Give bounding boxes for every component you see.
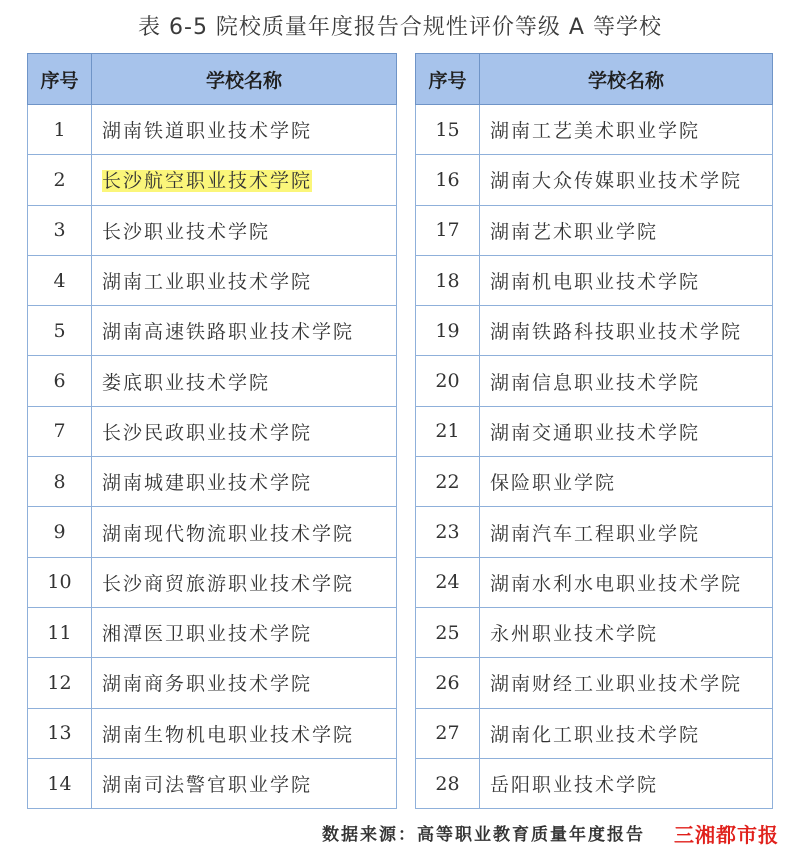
table-row [416, 356, 773, 406]
row-number: 18 [416, 255, 480, 305]
school-name: 娄底职业技术学院 [92, 356, 397, 406]
row-number: 21 [416, 406, 480, 456]
row-number: 10 [28, 557, 92, 607]
school-name: 湖南铁路科技职业技术学院 [480, 306, 773, 356]
table-row [416, 406, 773, 456]
newspaper-logo: 三湘都市报 [674, 823, 779, 847]
table-row [416, 557, 773, 607]
school-name: 湖南信息职业技术学院 [480, 356, 773, 406]
table-row [28, 205, 397, 255]
table-row [28, 155, 397, 205]
row-number: 4 [28, 255, 92, 305]
row-number: 27 [416, 708, 480, 758]
row-number: 8 [28, 457, 92, 507]
school-name: 湖南高速铁路职业技术学院 [92, 306, 397, 356]
table-title: 表 6-5 院校质量年度报告合规性评价等级 A 等学校 [138, 15, 662, 40]
table-row [416, 607, 773, 657]
school-name: 湖南财经工业职业技术学院 [480, 658, 773, 708]
school-name: 湖南化工职业技术学院 [480, 708, 773, 758]
row-number: 3 [28, 205, 92, 255]
school-name: 长沙民政职业技术学院 [92, 406, 397, 456]
row-number: 28 [416, 758, 480, 808]
school-name: 湖南城建职业技术学院 [92, 457, 397, 507]
school-name: 湘潭医卫职业技术学院 [92, 607, 397, 657]
row-number: 13 [28, 708, 92, 758]
row-number: 15 [416, 105, 480, 155]
school-table-left [27, 53, 397, 809]
table-row [28, 507, 397, 557]
row-number: 14 [28, 758, 92, 808]
row-number: 5 [28, 306, 92, 356]
table-row [416, 306, 773, 356]
school-name: 湖南机电职业技术学院 [480, 255, 773, 305]
row-number: 25 [416, 607, 480, 657]
header-no: 序号 [416, 54, 480, 105]
school-name: 湖南商务职业技术学院 [92, 658, 397, 708]
row-number: 12 [28, 658, 92, 708]
table-row [28, 457, 397, 507]
table-row [28, 607, 397, 657]
row-number: 11 [28, 607, 92, 657]
school-name: 湖南交通职业技术学院 [480, 406, 773, 456]
highlighted-school-name: 长沙航空职业技术学院 [102, 170, 313, 193]
school-name: 湖南汽车工程职业学院 [480, 507, 773, 557]
header-school-name: 学校名称 [480, 54, 773, 105]
header-no: 序号 [28, 54, 92, 105]
table-row [28, 105, 397, 155]
header-school-name: 学校名称 [92, 54, 397, 105]
table-header-row [28, 54, 397, 105]
row-number: 23 [416, 507, 480, 557]
table-row [416, 708, 773, 758]
row-number: 6 [28, 356, 92, 406]
school-name: 湖南司法警官职业学院 [92, 758, 397, 808]
school-name: 长沙职业技术学院 [92, 205, 397, 255]
table-row [28, 306, 397, 356]
school-name: 湖南现代物流职业技术学院 [92, 507, 397, 557]
row-number: 9 [28, 507, 92, 557]
table-row [28, 356, 397, 406]
row-number: 7 [28, 406, 92, 456]
school-name: 湖南工艺美术职业学院 [480, 105, 773, 155]
school-name: 湖南大众传媒职业技术学院 [480, 155, 773, 205]
table-row [28, 708, 397, 758]
table-row [416, 105, 773, 155]
table-row [416, 658, 773, 708]
school-name: 岳阳职业技术学院 [480, 758, 773, 808]
row-number: 24 [416, 557, 480, 607]
table-row [28, 255, 397, 305]
row-number: 22 [416, 457, 480, 507]
table-row [416, 155, 773, 205]
row-number: 16 [416, 155, 480, 205]
row-number: 26 [416, 658, 480, 708]
school-name: 湖南工业职业技术学院 [92, 255, 397, 305]
school-name: 长沙商贸旅游职业技术学院 [92, 557, 397, 607]
table-row [416, 758, 773, 808]
table-row [28, 406, 397, 456]
table-row [28, 758, 397, 808]
table-row [416, 205, 773, 255]
data-source-note: 数据来源：高等职业教育质量年度报告 [322, 825, 645, 845]
table-row [28, 557, 397, 607]
school-name: 湖南艺术职业学院 [480, 205, 773, 255]
table-row [416, 255, 773, 305]
school-name: 湖南生物机电职业技术学院 [92, 708, 397, 758]
table-row [416, 507, 773, 557]
school-table-right [415, 53, 773, 809]
row-number: 17 [416, 205, 480, 255]
row-number: 19 [416, 306, 480, 356]
table-row [28, 658, 397, 708]
school-name: 湖南铁道职业技术学院 [92, 105, 397, 155]
table-header-row [416, 54, 773, 105]
table-row [416, 457, 773, 507]
row-number: 20 [416, 356, 480, 406]
row-number: 1 [28, 105, 92, 155]
school-name: 保险职业学院 [480, 457, 773, 507]
row-number: 2 [28, 155, 92, 205]
school-name: 湖南水利水电职业技术学院 [480, 557, 773, 607]
school-name: 永州职业技术学院 [480, 607, 773, 657]
school-name [92, 155, 397, 205]
